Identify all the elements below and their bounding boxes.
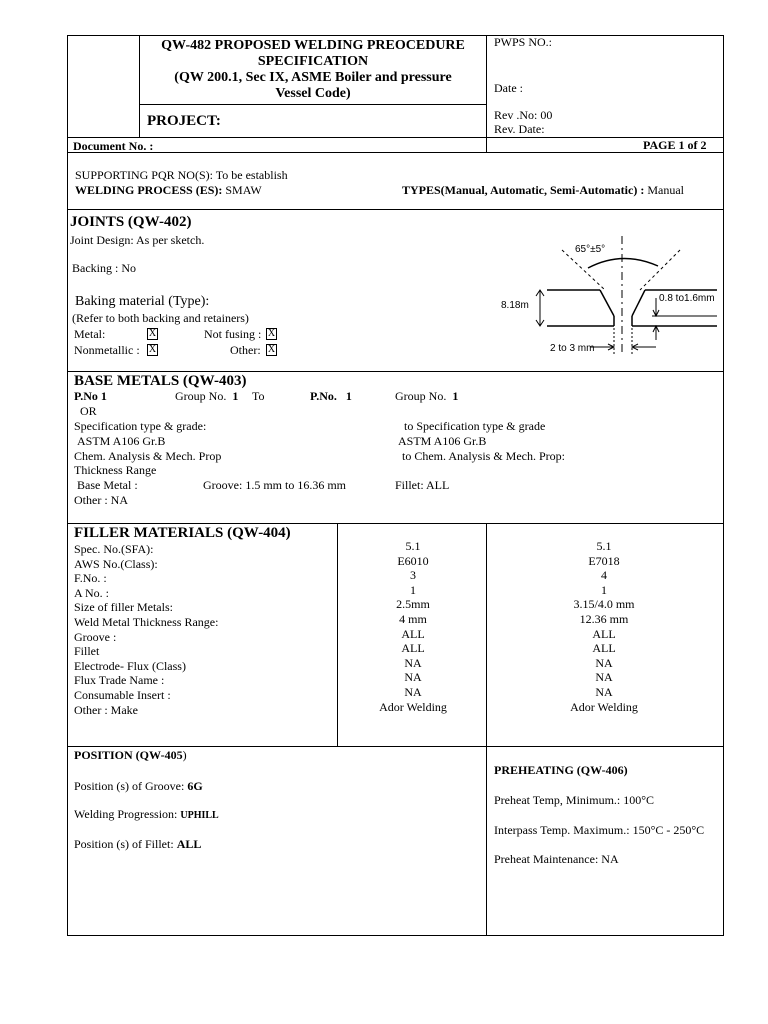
filler-label: AWS No.(Class): [74, 556, 158, 571]
not-fusing-checkbox[interactable]: X [267, 328, 276, 339]
filler-divider [337, 523, 338, 747]
welding-process-label: WELDING PROCESS (ES): [75, 183, 223, 197]
project-label: PROJECT: [147, 113, 221, 129]
position-heading-text: POSITION (QW-405 [74, 748, 183, 762]
document-title [140, 38, 486, 102]
filler-value: ALL [401, 641, 425, 656]
welding-progression-label: Welding Progression: [74, 807, 181, 821]
welding-progression [74, 807, 219, 823]
filler-value: ALL [592, 626, 616, 641]
filler-col-e6010 [340, 539, 486, 714]
filler-value: 3 [410, 568, 416, 583]
sketch-root-gap: 2 to 3 mm [550, 343, 595, 354]
other-checkbox[interactable]: X [267, 344, 276, 355]
position-groove-value: 6G [187, 779, 203, 793]
position-fillet-value: ALL [176, 837, 202, 851]
welding-types [402, 183, 684, 197]
title-line: QW-482 PROPOSED WELDING PREOCEDURE [161, 38, 465, 53]
filler-value: 5.1 [596, 539, 612, 553]
filler-label: Electrode- Flux (Class) [74, 658, 186, 673]
title-line: Vessel Code) [275, 86, 351, 101]
filler-value: Ador Welding [570, 699, 638, 714]
metal-row [74, 327, 105, 341]
group-no-label: Group No. [175, 389, 227, 403]
filler-value: 4 mm [399, 611, 427, 626]
filler-label: Spec. No.(SFA): [74, 542, 154, 556]
group-no2-label: Group No. [395, 389, 447, 403]
to-label: To [252, 389, 265, 403]
sketch-thickness: 8.18m [501, 300, 529, 311]
spec-value: ASTM A106 Gr.B [77, 434, 166, 448]
filler-value: ALL [592, 641, 616, 656]
to-spec-label: to Specification type & grade [404, 419, 546, 433]
to-chem-label: to Chem. Analysis & Mech. Prop: [402, 449, 565, 463]
joints-heading: JOINTS (QW-402) [70, 214, 192, 230]
filler-value: NA [595, 670, 613, 685]
filler-value: 1 [601, 582, 607, 597]
filler-label: Fillet [74, 644, 100, 659]
position-groove [74, 779, 203, 793]
pno2-label: P.No. [310, 389, 337, 403]
filler-label: F.No. : [74, 571, 107, 586]
group-no-1 [175, 389, 238, 403]
filler-value: NA [404, 684, 422, 699]
filler-value: E6010 [397, 553, 429, 568]
filler-value: 3.15/4.0 mm [573, 597, 635, 612]
welding-process [75, 183, 262, 197]
baking-material: Baking material (Type): [75, 294, 210, 309]
header-divider [67, 137, 724, 138]
rev-date: Rev. Date: [494, 122, 545, 136]
pno2-value: 1 [345, 389, 352, 403]
filler-label: Size of filler Metals: [74, 600, 173, 615]
page-number: PAGE 1 of 2 [643, 138, 707, 152]
filler-label: Weld Metal Thickness Range: [74, 614, 219, 629]
welding-types-label: TYPES(Manual, Automatic, Semi-Automatic) : [402, 183, 645, 197]
rev-no: Rev .No: 00 [494, 108, 553, 122]
or-label: OR [80, 404, 97, 418]
group-no-value: 1 [232, 389, 239, 403]
filler-value: 2.5mm [396, 597, 430, 612]
metal-checkbox[interactable]: X [148, 328, 157, 339]
position-fillet [74, 837, 201, 851]
filler-value: 1 [410, 582, 416, 597]
welding-process-value: SMAW [222, 183, 262, 197]
sketch-root-face: 0.8 to1.6mm [659, 293, 715, 304]
filler-value: NA [404, 670, 422, 685]
filler-value: Ador Welding [379, 699, 447, 714]
sketch-angle: 65°±5° [575, 244, 606, 255]
group-no-2 [395, 389, 458, 403]
not-fusing-label: Not fusing : [204, 327, 262, 341]
nonmetallic-label: Nonmetallic : [74, 343, 140, 357]
filler-value: NA [595, 684, 613, 699]
filler-value: E7018 [588, 553, 620, 568]
pwps-no-label: PWPS NO.: [494, 35, 553, 49]
fillet-range: Fillet: ALL [395, 478, 450, 492]
preheat-min: Preheat Temp, Minimum.: 100°C [494, 793, 655, 807]
joint-design: Joint Design: As per sketch. [70, 233, 205, 247]
position-fillet-label: Position (s) of Fillet: [74, 837, 177, 851]
filler-label: Groove : [74, 629, 117, 644]
document-no-label: Document No. : [73, 139, 154, 153]
metal-label: Metal: [74, 327, 106, 341]
to-spec-value: ASTM A106 Gr.B [398, 434, 487, 448]
position-heading-tail: ) [182, 748, 187, 762]
interpass-max: Interpass Temp. Maximum.: 150°C - 250°C [494, 823, 705, 837]
base-metals-heading: BASE METALS (QW-403) [74, 373, 247, 389]
header-divider [486, 35, 487, 153]
preheat-maintenance: Preheat Maintenance: NA [494, 852, 619, 866]
other-base: Other : NA [74, 493, 128, 507]
header-divider [139, 104, 487, 105]
supporting-pqr: SUPPORTING PQR NO(S): To be establish [75, 168, 288, 182]
filler-value: NA [404, 655, 422, 670]
filler-col-e7018 [530, 539, 678, 714]
filler-label: Flux Trade Name : [74, 673, 165, 688]
filler-value: ALL [401, 626, 425, 641]
refer-note: (Refer to both backing and retainers) [72, 311, 249, 325]
filler-label: A No. : [74, 585, 110, 600]
other-label: Other: [230, 343, 261, 357]
filler-value: 12.36 mm [579, 611, 629, 626]
position-groove-label: Position (s) of Groove: [74, 779, 188, 793]
filler-label: Other : Make [74, 702, 138, 717]
filler-value: NA [595, 655, 613, 670]
welding-types-value: Manual [644, 183, 684, 197]
thickness-range: Thickness Range [74, 463, 157, 477]
filler-label: Consumable Insert : [74, 687, 171, 702]
group-no2-value: 1 [452, 389, 459, 403]
title-line: (QW 200.1, Sec IX, ASME Boiler and pressure [174, 70, 452, 85]
spec-label: Specification type & grade: [74, 419, 207, 433]
position-heading [74, 748, 187, 762]
position-divider [486, 746, 487, 936]
nonmetallic-checkbox[interactable]: X [148, 344, 157, 355]
base-metal-label: Base Metal : [77, 478, 138, 492]
groove-range: Groove: 1.5 mm to 16.36 mm [203, 478, 346, 492]
filler-value: 4 [601, 568, 607, 583]
preheating-heading: PREHEATING (QW-406) [494, 763, 628, 777]
filler-divider [486, 523, 487, 747]
filler-labels [74, 542, 218, 717]
title-line: SPECIFICATION [257, 54, 369, 69]
backing: Backing : No [72, 261, 136, 275]
chem-label: Chem. Analysis & Mech. Prop [74, 449, 222, 463]
filler-value: 5.1 [405, 539, 421, 553]
filler-heading: FILLER MATERIALS (QW-404) [74, 525, 291, 541]
pno-label: P.No 1 [74, 389, 107, 403]
welding-progression-value: UPHILL [180, 810, 219, 821]
pno2 [310, 389, 352, 403]
date-label: Date : [494, 81, 523, 95]
